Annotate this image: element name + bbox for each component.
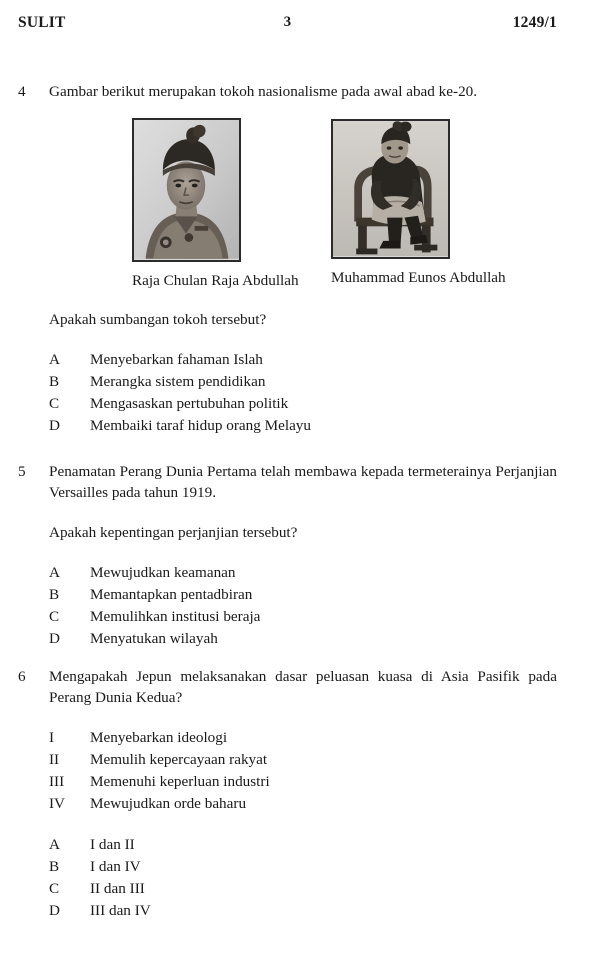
statement-row	[49, 771, 557, 793]
option-label: A	[49, 836, 60, 853]
page-header	[18, 14, 557, 36]
figure-raja-chulan	[132, 118, 299, 291]
paper-code: 1249/1	[512, 14, 557, 31]
question-4-body	[49, 81, 557, 102]
statement-label: III	[49, 773, 65, 790]
question-5	[18, 461, 557, 650]
option-text: Merangka sistem pendidikan	[90, 373, 266, 390]
figure-muhammad-eunos-caption: Muhammad Eunos Abdullah	[331, 269, 506, 286]
option-label: A	[49, 351, 60, 368]
statement-text: Mewujudkan orde baharu	[90, 795, 247, 812]
option-label: D	[49, 630, 60, 647]
question-4	[18, 81, 557, 102]
option-label: B	[49, 586, 60, 603]
question-5-number: 5	[18, 463, 26, 480]
statement-row	[49, 793, 557, 815]
option-text: III dan IV	[90, 902, 151, 919]
figure-raja-chulan-frame	[132, 118, 241, 262]
page-number: 3	[283, 14, 292, 30]
statement-label: I	[49, 729, 55, 746]
statement-row	[49, 727, 557, 749]
option-text: Mengasaskan pertubuhan politik	[90, 395, 289, 412]
figure-muhammad-eunos	[331, 119, 506, 288]
statement-row	[49, 749, 557, 771]
statement-text: Memulih kepercayaan rakyat	[90, 751, 268, 768]
option-row[interactable]	[49, 878, 557, 900]
question-4-options	[49, 349, 557, 437]
question-5-options	[49, 562, 557, 650]
option-label: C	[49, 608, 60, 625]
option-row[interactable]	[49, 562, 557, 584]
option-label: C	[49, 395, 60, 412]
statement-text: Memenuhi keperluan industri	[90, 773, 270, 790]
question-4-substem-body	[49, 309, 557, 437]
option-text: Memulihkan institusi beraja	[90, 608, 261, 625]
question-4-number: 4	[18, 83, 26, 100]
option-label: D	[49, 902, 60, 919]
statement-text: Menyebarkan ideologi	[90, 729, 228, 746]
figure-muhammad-eunos-frame	[331, 119, 450, 259]
option-text: Menyebarkan fahaman Islah	[90, 351, 263, 368]
question-4-stem: Gambar berikut merupakan tokoh nasionalisme pada awal abad ke-20.	[49, 83, 478, 100]
option-text: I dan II	[90, 836, 135, 853]
option-text: Menyatukan wilayah	[90, 630, 218, 647]
option-row[interactable]	[49, 349, 557, 371]
option-text: I dan IV	[90, 858, 141, 875]
question-6-number: 6	[18, 668, 26, 685]
option-label: C	[49, 880, 60, 897]
option-label: A	[49, 564, 60, 581]
option-row[interactable]	[49, 856, 557, 878]
question-6-statements	[49, 727, 557, 815]
option-text: Memantapkan pentadbiran	[90, 586, 253, 603]
option-row[interactable]	[49, 900, 557, 922]
option-row[interactable]	[49, 393, 557, 415]
question-6	[18, 666, 557, 922]
statement-label: IV	[49, 795, 66, 812]
question-5-substem: Apakah kepentingan perjanjian tersebut?	[49, 524, 298, 541]
option-row[interactable]	[49, 415, 557, 437]
option-text: II dan III	[90, 880, 145, 897]
question-6-body	[49, 666, 557, 922]
option-label: B	[49, 373, 60, 390]
portrait-muhammad-eunos-image	[333, 121, 448, 256]
option-label: B	[49, 858, 60, 875]
question-4-tail	[18, 309, 557, 437]
confidentiality-label: SULIT	[18, 14, 66, 31]
question-4-substem: Apakah sumbangan tokoh tersebut?	[49, 311, 267, 328]
option-row[interactable]	[49, 834, 557, 856]
question-6-options	[49, 834, 557, 922]
question-5-stem: Penamatan Perang Dunia Pertama telah membawa kepada termeterainya Perjanjian Versailles pada tahun 1919.	[49, 463, 557, 501]
question-4-figures	[18, 118, 557, 293]
option-row[interactable]	[49, 628, 557, 650]
question-5-body	[49, 461, 557, 650]
option-row[interactable]	[49, 371, 557, 393]
option-text: Mewujudkan keamanan	[90, 564, 236, 581]
statement-label: II	[49, 751, 60, 768]
option-text: Membaiki taraf hidup orang Melayu	[90, 417, 311, 434]
option-row[interactable]	[49, 584, 557, 606]
option-row[interactable]	[49, 606, 557, 628]
figure-raja-chulan-caption: Raja Chulan Raja Abdullah	[132, 272, 299, 289]
portrait-raja-chulan-image	[134, 120, 239, 259]
question-6-stem: Mengapakah Jepun melaksanakan dasar peluasan kuasa di Asia Pasifik pada Perang Dunia Kedua?	[49, 668, 557, 706]
option-label: D	[49, 417, 60, 434]
